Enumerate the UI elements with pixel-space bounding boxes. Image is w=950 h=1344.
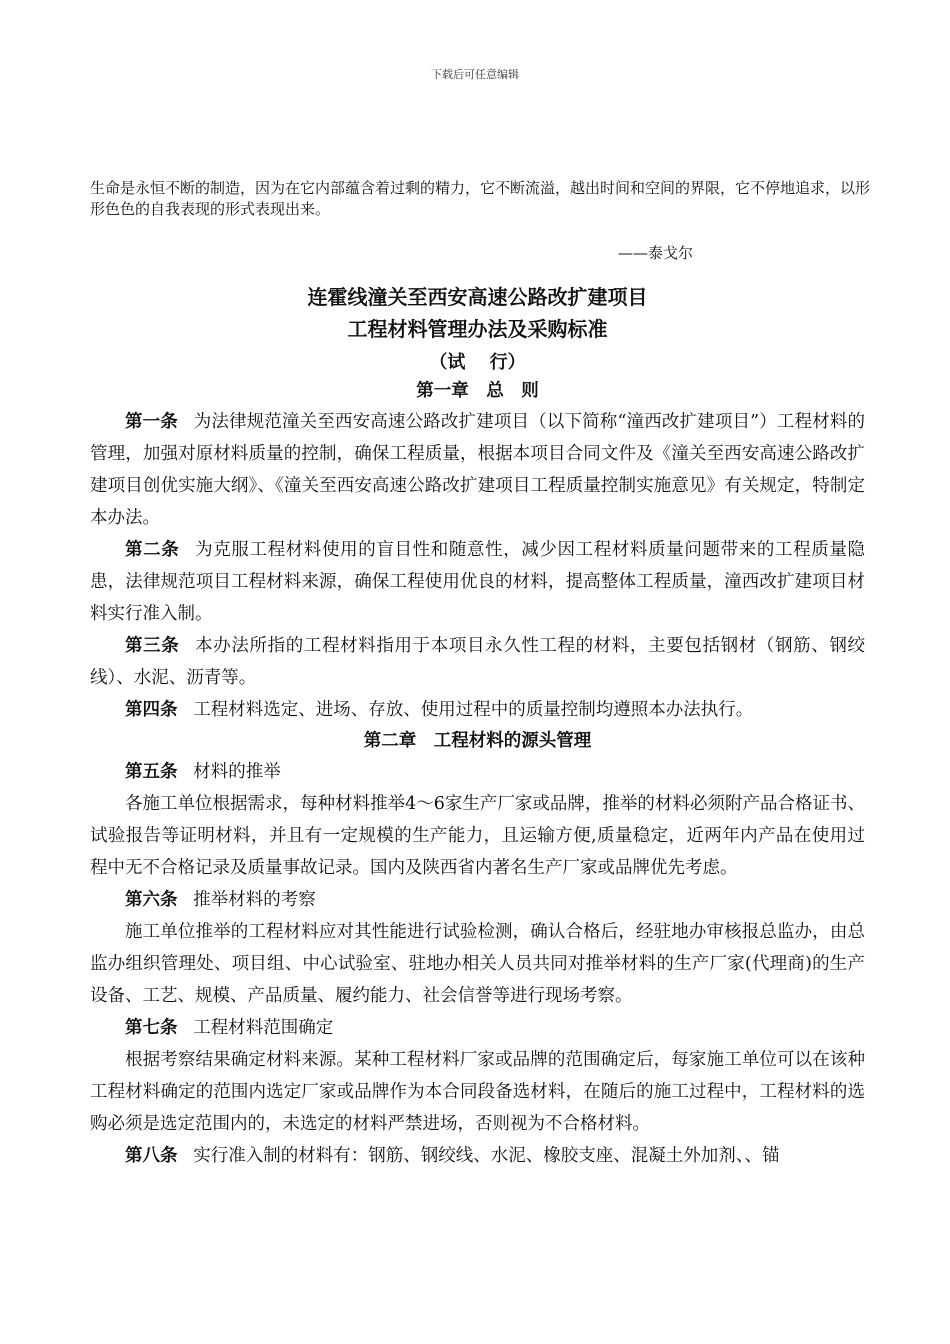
article-6-heading (90, 884, 865, 916)
article-label: 第四条 (125, 700, 178, 720)
document-body (90, 282, 865, 1172)
article-6-text: 施工单位推举的工程材料应对其性能进行试验检测，确认合格后，经驻地办审核报总监办，由总监办组织管理处、项目组、中心试验室、驻地办相关人员共同对推举材料的生产厂家(代理商)的生产设备、工艺、规模、产品质量、履约能力、社会信誉等进行现场考察。 (90, 922, 865, 1006)
article-label: 第七条 (125, 1018, 178, 1038)
article-4 (90, 694, 865, 726)
document-title-line2: 工程材料管理办法及采购标准 (347, 317, 608, 341)
page-header-note: 下载后可任意编辑 (431, 68, 519, 81)
article-label: 第一条 (125, 412, 178, 432)
epigraph-text: 生命是永恒不断的制造，因为在它内部蕴含着过剩的精力，它不断流溢，越出时间和空间的界限，它不停地追求，以形形色色的自我表现的形式表现出来。 (90, 179, 871, 218)
article-3 (90, 630, 865, 694)
article-text: 为克服工程材料使用的盲目性和随意性，减少因工程材料质量问题带来的工程质量隐患，法律规范项目工程材料来源，确保工程使用优良的材料，提高整体工程质量，潼西改扩建项目材料实行准入制。 (90, 540, 866, 624)
trial-label: （试 行） (429, 352, 526, 373)
article-title: 工程材料范围确定 (193, 1018, 334, 1038)
article-title: 推举材料的考察 (193, 890, 316, 910)
article-1 (90, 406, 865, 534)
epigraph-attribution: ——泰戈尔 (618, 244, 694, 262)
article-text: 为法律规范潼关至西安高速公路改扩建项目（以下简称“潼西改扩建项目”）工程材料的管理，加强对原材料质量的控制，确保工程质量，根据本项目合同文件及《潼关至西安高速公路改扩建项目创优实施大纲》、《潼关至西安高速公路改扩建项目工程质量控制实施意见》有关规定，特制定本办法。 (90, 412, 866, 528)
article-label: 第三条 (125, 636, 180, 656)
article-text: 本办法所指的工程材料指用于本项目永久性工程的材料，主要包括钢材（钢筋、钢绞线）、水泥、沥青等。 (90, 636, 866, 688)
article-label: 第五条 (125, 762, 178, 782)
article-7-text: 根据考察结果确定材料来源。某种工程材料厂家或品牌的范围确定后，每家施工单位可以在该种工程材料确定的范围内选定厂家或品牌作为本合同段备选材料，在随后的施工过程中，工程材料的选购必须是选定范围内的，未选定的材料严禁进场，否则视为不合格材料。 (90, 1050, 865, 1134)
article-7-heading (90, 1012, 865, 1044)
article-label: 第八条 (125, 1146, 178, 1166)
article-8 (90, 1140, 865, 1172)
article-text: 工程材料选定、进场、存放、使用过程中的质量控制均遵照本办法执行。 (193, 700, 754, 720)
article-5-text: 各施工单位根据需求，每种材料推举4～6家生产厂家或品牌，推举的材料必须附产品合格证书、试验报告等证明材料，并且有一定规模的生产能力，且运输方便,质量稳定，近两年内产品在使用过程中无不合格记录及质量事故记录。国内及陕西省内著名生产厂家或品牌优先考虑。 (90, 794, 865, 878)
document-title-line1: 连霍线潼关至西安高速公路改扩建项目 (307, 285, 648, 309)
article-title: 材料的推举 (193, 762, 281, 782)
article-5-heading (90, 756, 865, 788)
article-label: 第二条 (125, 540, 180, 560)
chapter-heading-1: 第一章 总 则 (416, 381, 539, 401)
chapter-heading-2: 第二章 工程材料的源头管理 (363, 731, 592, 751)
article-label: 第六条 (125, 890, 178, 910)
article-text: 实行准入制的材料有：钢筋、钢绞线、水泥、橡胶支座、混凝土外加剂、、锚 (193, 1146, 780, 1166)
article-2 (90, 534, 865, 630)
